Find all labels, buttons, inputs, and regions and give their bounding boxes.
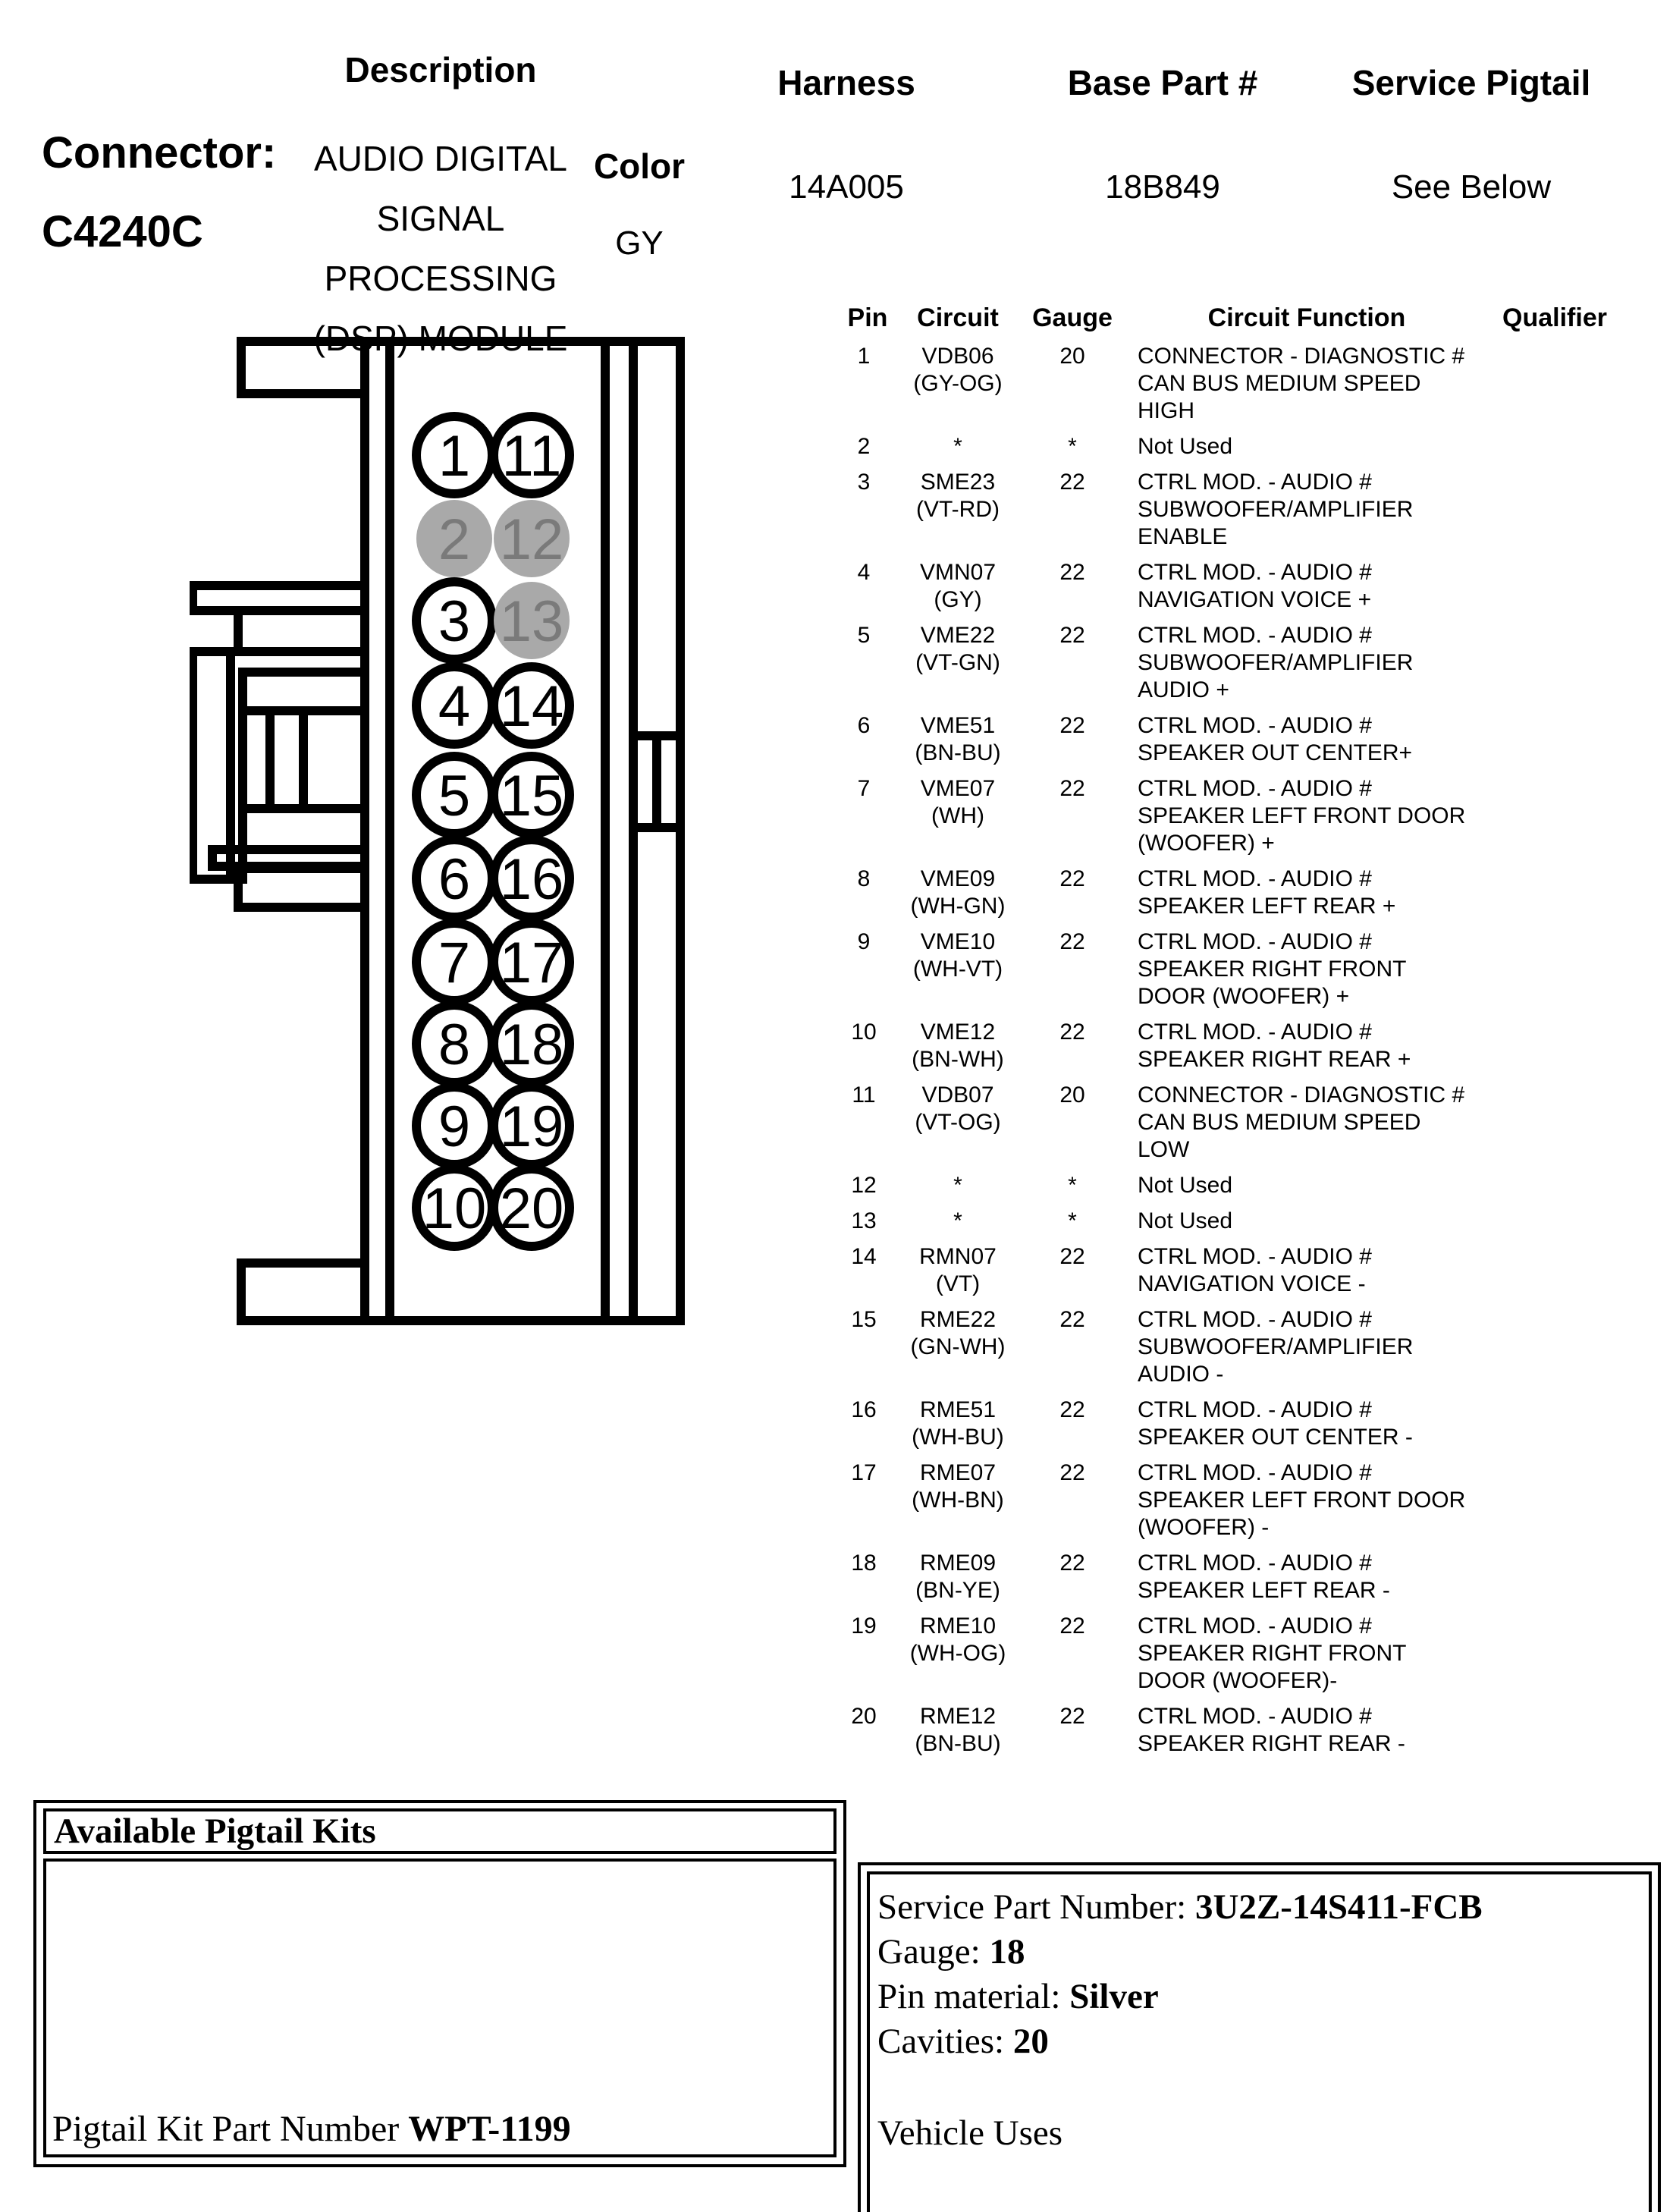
wire-gauge: 22: [1059, 776, 1085, 801]
pin-material-value: Silver: [1069, 1977, 1159, 2016]
column-header-qualifier: Qualifier: [1502, 303, 1607, 332]
pin-material-line: [877, 1975, 1649, 2019]
pin-cavity-label-18: 18: [499, 1013, 564, 1077]
pin-number: 10: [851, 1020, 877, 1045]
pin-cavity-label-5: 5: [438, 764, 471, 828]
circuit-code: VME09 (WH-GN): [909, 866, 1007, 920]
circuit-code: RME22 (GN-WH): [909, 1306, 1007, 1388]
pigtail-kit-value: WPT-1199: [408, 2109, 571, 2149]
circuit-code: RME12 (BN-BU): [909, 1703, 1007, 1758]
gauge-label: Gauge:: [877, 1932, 990, 1972]
wire-color: (GY-OG): [913, 371, 1003, 396]
circuit-code: RME09 (BN-YE): [909, 1550, 1007, 1604]
circuit-code: VME22 (VT-GN): [909, 622, 1007, 704]
circuit-function: CTRL MOD. - AUDIO # SUBWOOFER/AMPLIFIER AUDIO -: [1138, 1307, 1414, 1387]
circuit-function: CTRL MOD. - AUDIO # SUBWOOFER/AMPLIFIER AUDIO +: [1138, 623, 1414, 702]
pin-number: 13: [851, 1208, 877, 1233]
pin-number: 1: [857, 344, 871, 369]
available-pigtail-kits-title: Available Pigtail Kits: [43, 1808, 836, 1854]
circuit-function: CTRL MOD. - AUDIO # SPEAKER LEFT REAR +: [1138, 866, 1396, 919]
pin-cavity-label-20: 20: [499, 1177, 564, 1241]
wire-gauge: 20: [1059, 1082, 1085, 1108]
description-line: PROCESSING: [324, 259, 557, 298]
wire-gauge: 22: [1059, 623, 1085, 648]
wire-color: (BN-BU): [915, 740, 1001, 765]
wire-color: (WH-BU): [912, 1425, 1004, 1450]
circuit-code: VME51 (BN-BU): [909, 712, 1007, 767]
pin-cavity-label-9: 9: [438, 1095, 471, 1159]
pigtail-kit-label: Pigtail Kit Part Number: [52, 2109, 409, 2149]
pin-number: 16: [851, 1397, 877, 1422]
pin-number: 12: [851, 1173, 877, 1198]
wire-color: (WH-VT): [912, 957, 1003, 982]
base-part-header: Base Part #: [1067, 63, 1258, 102]
wire-gauge: 22: [1059, 1704, 1085, 1729]
qualifier: [1502, 928, 1673, 1010]
pin-number: 3: [857, 470, 871, 495]
pin-cavity-label-4: 4: [438, 674, 471, 739]
qualifier: [1502, 1613, 1673, 1695]
qualifier: [1502, 1243, 1673, 1298]
cavities-value: 20: [1012, 2022, 1049, 2061]
qualifier: [1502, 469, 1673, 551]
circuit-code: VDB06 (GY-OG): [909, 343, 1007, 425]
pin-row-18: [819, 1550, 1673, 1604]
pin-row-10: [819, 1019, 1673, 1073]
service-part-number-line: [877, 1885, 1649, 1930]
pin-cavity-label-19: 19: [499, 1095, 564, 1159]
circuit-code: RME10 (WH-OG): [909, 1613, 1006, 1666]
pin-cavity-label-7: 7: [438, 931, 471, 995]
pin-number: 7: [857, 776, 871, 801]
pin-row-9: [819, 928, 1673, 1010]
column-header-circuit: Circuit: [917, 303, 999, 332]
wire-gauge: 20: [1059, 344, 1085, 369]
wire-color: (WH-GN): [910, 894, 1006, 919]
qualifier: [1502, 1306, 1673, 1388]
base-part-value: 18B849: [1105, 168, 1220, 206]
pin-number: 15: [851, 1307, 877, 1332]
circuit-function: CONNECTOR - DIAGNOSTIC # CAN BUS MEDIUM SPEED HIGH: [1138, 344, 1465, 423]
pin-grid: [416, 416, 570, 1246]
pin-number: 20: [851, 1704, 877, 1729]
wire-gauge: 22: [1059, 1020, 1085, 1045]
gauge-value: 18: [989, 1932, 1025, 1972]
gauge-line: [877, 1930, 1649, 1975]
wire-gauge: 22: [1059, 1307, 1085, 1332]
wire-gauge: 22: [1059, 1613, 1085, 1639]
circuit-function: CTRL MOD. - AUDIO # NAVIGATION VOICE +: [1138, 560, 1372, 612]
wire-color: (WH-OG): [909, 1641, 1006, 1666]
pin-row-4: [819, 559, 1673, 614]
qualifier: [1502, 866, 1673, 920]
pin-cavity-label-11: 11: [501, 424, 562, 489]
connector-title: [42, 114, 276, 272]
column-header-pin: Pin: [847, 303, 888, 332]
pigtail-kit-number-line: [52, 2108, 571, 2150]
circuit-function: Not Used: [1138, 1208, 1233, 1233]
wire-color: (BN-WH): [912, 1047, 1004, 1072]
pin-number: 11: [852, 1082, 876, 1108]
qualifier: [1502, 343, 1673, 425]
pin-cavity-label-8: 8: [438, 1013, 471, 1077]
circuit-function: Not Used: [1138, 434, 1233, 459]
connector-diagram: [190, 325, 690, 1337]
pin-row-8: [819, 866, 1673, 920]
cavities-line: [877, 2019, 1649, 2064]
pin-row-17: [819, 1459, 1673, 1541]
circuit-function: CTRL MOD. - AUDIO # SPEAKER LEFT REAR -: [1138, 1551, 1390, 1603]
circuit-code: VME10 (WH-VT): [909, 928, 1007, 1010]
pin-row-20: [819, 1703, 1673, 1758]
pin-row-7: [819, 775, 1673, 857]
pin-cavity-label-3: 3: [438, 589, 471, 654]
qualifier: [1502, 775, 1673, 857]
circuit-code: VMN07 (GY): [909, 559, 1007, 614]
qualifier: [1502, 712, 1673, 767]
wire-color: (VT-RD): [916, 497, 1000, 522]
wire-gauge: *: [1068, 434, 1077, 459]
pin-number: 5: [857, 623, 871, 648]
pin-cavity-label-15: 15: [499, 764, 564, 828]
harness-header: Harness: [777, 63, 915, 102]
color-header: Color: [593, 146, 686, 186]
description-line: AUDIO DIGITAL: [314, 139, 567, 178]
pin-cavity-label-10: 10: [422, 1177, 487, 1241]
circuit-function: CTRL MOD. - AUDIO # SUBWOOFER/AMPLIFIER ENABLE: [1138, 470, 1414, 549]
wire-color: (VT): [935, 1271, 981, 1296]
pin-cavity-label-12: 12: [499, 507, 564, 572]
pin-cavity-label-16: 16: [499, 847, 564, 912]
wire-gauge: 22: [1059, 1397, 1085, 1422]
connector-label: Connector:: [42, 128, 277, 178]
wire-color: (BN-YE): [915, 1578, 1000, 1603]
vehicle-uses-label: Vehicle Uses: [877, 2113, 1063, 2153]
pin-number: 17: [851, 1460, 877, 1485]
cavities-label: Cavities:: [877, 2022, 1013, 2061]
circuit-function: CTRL MOD. - AUDIO # SPEAKER RIGHT FRONT DOOR (WOOFER)-: [1138, 1613, 1407, 1693]
qualifier: [1502, 1208, 1673, 1235]
wire-gauge: *: [1068, 1173, 1077, 1198]
circuit-code: RME07 (WH-BN): [909, 1459, 1007, 1541]
circuit-function: Not Used: [1138, 1173, 1233, 1198]
circuit-code: *: [953, 1173, 962, 1198]
wire-color: (BN-BU): [915, 1731, 1001, 1756]
pin-cavity-label-6: 6: [438, 847, 471, 912]
qualifier: [1502, 1397, 1673, 1451]
pin-table-header: [819, 303, 1673, 338]
service-part-box-inner: [867, 1871, 1652, 2212]
pin-number: 4: [857, 560, 871, 585]
wire-gauge: 22: [1059, 560, 1085, 585]
service-part-label: Service Part Number:: [877, 1887, 1195, 1927]
column-header-gauge: Gauge: [1032, 303, 1113, 332]
pin-number: 6: [857, 713, 871, 738]
pin-cavity-label-14: 14: [499, 674, 564, 739]
service-pigtail-value: See Below: [1391, 168, 1552, 206]
pin-material-label: Pin material:: [877, 1977, 1070, 2016]
circuit-code: *: [953, 1208, 962, 1233]
wire-color: (VT-OG): [915, 1110, 1001, 1135]
pin-number: 14: [851, 1244, 877, 1269]
pin-cavity-label-13: 13: [499, 589, 564, 654]
qualifier: [1502, 433, 1673, 460]
color-value: GY: [615, 225, 664, 262]
qualifier: [1502, 1459, 1673, 1541]
wire-color: (WH): [931, 803, 984, 828]
circuit-code: RMN07 (VT): [909, 1243, 1007, 1298]
description-line: SIGNAL: [376, 199, 505, 238]
pin-number: 19: [851, 1613, 877, 1639]
circuit-function: CONNECTOR - DIAGNOSTIC # CAN BUS MEDIUM SPEED LOW: [1138, 1082, 1465, 1162]
qualifier: [1502, 1082, 1673, 1164]
circuit-function: CTRL MOD. - AUDIO # SPEAKER OUT CENTER+: [1138, 713, 1413, 765]
spacer: [877, 2064, 1649, 2111]
connector-id: C4240C: [42, 207, 203, 256]
pin-cavity-label-17: 17: [499, 931, 564, 995]
pin-row-6: [819, 712, 1673, 767]
pin-row-2: [819, 433, 1673, 460]
pin-cavity-label-2: 2: [438, 507, 471, 572]
circuit-code: SME23 (VT-RD): [909, 469, 1007, 551]
service-part-box: [858, 1862, 1661, 2212]
qualifier: [1502, 1703, 1673, 1758]
pin-number: 9: [857, 929, 871, 954]
wire-gauge: 22: [1059, 1460, 1085, 1485]
pin-row-15: [819, 1306, 1673, 1388]
pin-number: 18: [851, 1551, 877, 1576]
wire-gauge: 22: [1059, 713, 1085, 738]
pin-row-11: [819, 1082, 1673, 1164]
circuit-function: CTRL MOD. - AUDIO # SPEAKER OUT CENTER -: [1138, 1397, 1413, 1450]
pin-table-rows: [819, 343, 1673, 1766]
circuit-function: CTRL MOD. - AUDIO # SPEAKER LEFT FRONT DOOR (WOOFER) +: [1138, 776, 1466, 856]
wire-gauge: 22: [1059, 929, 1085, 954]
wire-gauge: 22: [1059, 1244, 1085, 1269]
circuit-code: RME51 (WH-BU): [909, 1397, 1007, 1451]
circuit-function: CTRL MOD. - AUDIO # SPEAKER RIGHT FRONT DOOR (WOOFER) +: [1138, 929, 1407, 1009]
circuit-code: VME12 (BN-WH): [909, 1019, 1007, 1073]
available-pigtail-kits-box: [33, 1800, 846, 2167]
qualifier: [1502, 559, 1673, 614]
wire-gauge: 22: [1059, 1551, 1085, 1576]
qualifier: [1502, 1550, 1673, 1604]
qualifier: [1502, 622, 1673, 704]
qualifier: [1502, 1019, 1673, 1073]
pin-row-14: [819, 1243, 1673, 1298]
pin-row-13: [819, 1208, 1673, 1235]
pin-row-16: [819, 1397, 1673, 1451]
service-part-value: 3U2Z-14S411-FCB: [1194, 1887, 1483, 1927]
circuit-code: *: [953, 434, 962, 459]
wire-color: (WH-BN): [912, 1488, 1004, 1513]
pin-cavity-label-1: 1: [438, 424, 471, 489]
service-pigtail-header: Service Pigtail: [1351, 63, 1591, 102]
circuit-code: VME07 (WH): [909, 775, 1007, 857]
pin-row-12: [819, 1172, 1673, 1199]
circuit-function: CTRL MOD. - AUDIO # SPEAKER RIGHT REAR -: [1138, 1704, 1405, 1756]
harness-value: 14A005: [789, 168, 904, 206]
description-line: (DSP) MODULE: [313, 319, 568, 358]
description-header: Description: [344, 50, 537, 90]
wire-gauge: *: [1068, 1208, 1077, 1233]
qualifier: [1502, 1172, 1673, 1199]
circuit-function: CTRL MOD. - AUDIO # SPEAKER RIGHT REAR +: [1138, 1020, 1411, 1072]
wire-color: (GN-WH): [910, 1334, 1006, 1359]
wire-color: (GY): [934, 587, 982, 612]
pin-row-3: [819, 469, 1673, 551]
pigtail-kits-body: [43, 1859, 836, 2157]
pin-number: 8: [857, 866, 871, 891]
pin-row-5: [819, 622, 1673, 704]
pin-row-1: [819, 343, 1673, 425]
circuit-function: CTRL MOD. - AUDIO # SPEAKER LEFT FRONT DOOR (WOOFER) -: [1138, 1460, 1466, 1540]
wire-gauge: 22: [1059, 866, 1085, 891]
circuit-code: VDB07 (VT-OG): [909, 1082, 1007, 1164]
pin-number: 2: [857, 434, 871, 459]
wire-gauge: 22: [1059, 470, 1085, 495]
pin-row-19: [819, 1613, 1673, 1695]
circuit-function: CTRL MOD. - AUDIO # NAVIGATION VOICE -: [1138, 1244, 1372, 1296]
wire-color: (VT-GN): [915, 650, 1000, 675]
column-header-circuit-function: Circuit Function: [1207, 303, 1406, 332]
